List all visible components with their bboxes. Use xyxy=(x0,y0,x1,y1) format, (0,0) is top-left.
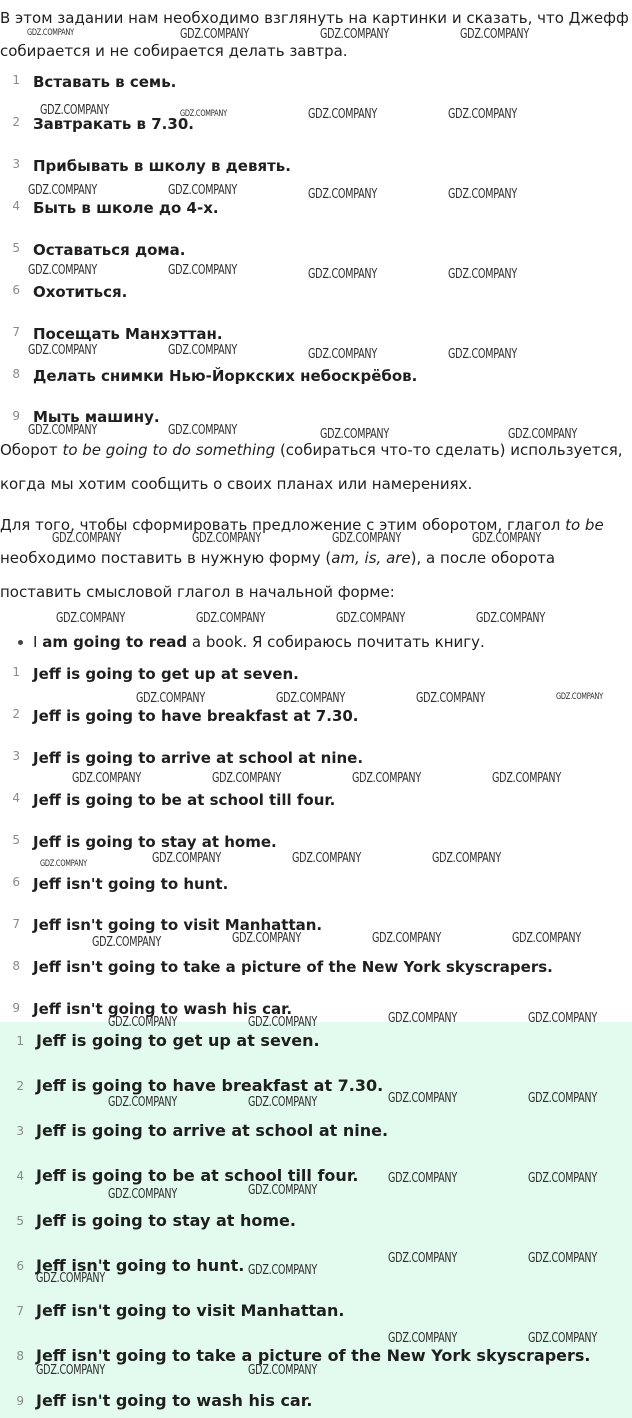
en-item-number: 2 xyxy=(12,707,20,721)
ru-item-number: 4 xyxy=(12,199,20,213)
answer-item-number: 2 xyxy=(16,1079,24,1093)
en-item: Jeff isn't going to hunt. xyxy=(33,875,229,893)
watermark: GDZ.COMPANY xyxy=(336,611,405,626)
theory-paragraph-1 xyxy=(0,440,623,460)
en-item: Jeff is going to have breakfast at 7.30. xyxy=(33,707,359,725)
watermark: GDZ.COMPANY xyxy=(40,103,109,118)
watermark: GDZ.COMPANY xyxy=(28,423,97,438)
watermark: GDZ.COMPANY xyxy=(108,1095,177,1110)
ru-item-number: 8 xyxy=(12,367,20,381)
en-item: Jeff isn't going to wash his car. xyxy=(33,1000,293,1018)
watermark: GDZ.COMPANY xyxy=(136,691,205,706)
watermark: GDZ.COMPANY xyxy=(320,427,389,442)
watermark: GDZ.COMPANY xyxy=(332,531,401,546)
answer-item: Jeff is going to get up at seven. xyxy=(36,1031,320,1050)
watermark: GDZ.COMPANY xyxy=(508,427,577,442)
watermark: GDZ.COMPANY xyxy=(388,1251,457,1266)
ru-item-number: 9 xyxy=(12,409,20,423)
ru-item: Прибывать в школу в девять. xyxy=(33,157,291,175)
watermark: GDZ.COMPANY xyxy=(152,851,221,866)
watermark: GDZ.COMPANY xyxy=(308,267,377,282)
ru-item: Оставаться дома. xyxy=(33,241,186,259)
en-item: Jeff is going to get up at seven. xyxy=(33,665,299,683)
theory-text: ), а после оборота xyxy=(410,549,556,567)
watermark: GDZ.COMPANY xyxy=(72,771,141,786)
watermark: GDZ.COMPANY xyxy=(352,771,421,786)
ru-item-number: 2 xyxy=(12,115,20,129)
answer-item: Jeff isn't going to take a picture of the New York skyscrapers. xyxy=(36,1346,591,1365)
watermark: GDZ.COMPANY xyxy=(388,1331,457,1346)
watermark: GDZ.COMPANY xyxy=(448,187,517,202)
en-item-number: 5 xyxy=(12,833,20,847)
en-item: Jeff is going to stay at home. xyxy=(33,833,277,851)
watermark: GDZ.COMPANY xyxy=(92,935,161,950)
answer-item: Jeff is going to arrive at school at nine. xyxy=(36,1121,389,1140)
watermark: GDZ.COMPANY xyxy=(27,28,74,38)
watermark: GDZ.COMPANY xyxy=(416,691,485,706)
watermark: GDZ.COMPANY xyxy=(180,27,249,42)
ru-item: Вставать в семь. xyxy=(33,73,177,91)
en-item-number: 6 xyxy=(12,875,20,889)
answer-item: Jeff isn't going to visit Manhattan. xyxy=(36,1301,345,1320)
ru-item: Быть в школе до 4-х. xyxy=(33,199,219,217)
watermark: GDZ.COMPANY xyxy=(460,27,529,42)
intro-line-1: В этом задании нам необходимо взглянуть на картинки и сказать, что Джефф xyxy=(0,9,629,27)
bullet-dot xyxy=(18,640,23,645)
watermark: GDZ.COMPANY xyxy=(196,611,265,626)
answer-item: Jeff is going to stay at home. xyxy=(36,1211,296,1230)
ru-item-number: 5 xyxy=(12,241,20,255)
theory-text: Оборот xyxy=(0,441,63,459)
watermark: GDZ.COMPANY xyxy=(108,1015,177,1030)
watermark: GDZ.COMPANY xyxy=(28,343,97,358)
answer-item-number: 8 xyxy=(16,1349,24,1363)
en-item: Jeff is going to be at school till four. xyxy=(33,791,336,809)
theory-paragraph-1-line-2: когда мы хотим сообщить о своих планах или намерениях. xyxy=(0,475,473,493)
watermark: GDZ.COMPANY xyxy=(388,1091,457,1106)
en-item-number: 4 xyxy=(12,791,20,805)
watermark: GDZ.COMPANY xyxy=(448,107,517,122)
watermark: GDZ.COMPANY xyxy=(168,263,237,278)
watermark: GDZ.COMPANY xyxy=(40,859,87,869)
en-item: Jeff isn't going to visit Manhattan. xyxy=(33,916,323,934)
watermark: GDZ.COMPANY xyxy=(248,1263,317,1278)
intro-line-2: собирается и не собирается делать завтра. xyxy=(0,42,348,60)
watermark: GDZ.COMPANY xyxy=(476,611,545,626)
watermark: GDZ.COMPANY xyxy=(180,109,227,119)
example-sentence xyxy=(33,632,485,652)
example-text: a book. Я собираюсь почитать книгу. xyxy=(187,633,485,651)
watermark: GDZ.COMPANY xyxy=(512,931,581,946)
en-item: Jeff isn't going to take a picture of the New York skyscrapers. xyxy=(33,958,553,976)
watermark: GDZ.COMPANY xyxy=(472,531,541,546)
example-text: I xyxy=(33,633,43,651)
watermark: GDZ.COMPANY xyxy=(292,851,361,866)
watermark: GDZ.COMPANY xyxy=(528,1011,597,1026)
watermark: GDZ.COMPANY xyxy=(308,347,377,362)
ru-item-number: 3 xyxy=(12,157,20,171)
watermark: GDZ.COMPANY xyxy=(388,1011,457,1026)
theory-paragraph-2-line-3: поставить смысловой глагол в начальной форме: xyxy=(0,583,395,601)
watermark: GDZ.COMPANY xyxy=(232,931,301,946)
answer-item: Jeff isn't going to wash his car. xyxy=(36,1391,313,1410)
en-item-number: 7 xyxy=(12,917,20,931)
watermark: GDZ.COMPANY xyxy=(492,771,561,786)
theory-text: Для того, чтобы сформировать предложение с этим оборотом, глагол xyxy=(0,516,566,534)
theory-emphasis: to be xyxy=(565,516,604,534)
watermark: GDZ.COMPANY xyxy=(168,423,237,438)
answer-item: Jeff isn't going to hunt. xyxy=(36,1256,245,1275)
ru-item: Завтракать в 7.30. xyxy=(33,115,194,133)
en-item-number: 1 xyxy=(12,665,20,679)
watermark: GDZ.COMPANY xyxy=(372,931,441,946)
en-item-number: 3 xyxy=(12,749,20,763)
answer-item-number: 6 xyxy=(16,1259,24,1273)
theory-emphasis: to be going to do something xyxy=(62,441,276,459)
watermark: GDZ.COMPANY xyxy=(528,1171,597,1186)
watermark: GDZ.COMPANY xyxy=(212,771,281,786)
watermark: GDZ.COMPANY xyxy=(248,1363,317,1378)
watermark: GDZ.COMPANY xyxy=(320,27,389,42)
watermark: GDZ.COMPANY xyxy=(56,611,125,626)
answer-item-number: 1 xyxy=(16,1034,24,1048)
watermark: GDZ.COMPANY xyxy=(432,851,501,866)
theory-paragraph-2-line-2 xyxy=(0,548,555,568)
watermark: GDZ.COMPANY xyxy=(108,1187,177,1202)
watermark: GDZ.COMPANY xyxy=(448,347,517,362)
theory-text: (собираться что-то сделать) используется, xyxy=(275,441,623,459)
watermark: GDZ.COMPANY xyxy=(28,183,97,198)
watermark: GDZ.COMPANY xyxy=(556,692,603,702)
watermark: GDZ.COMPANY xyxy=(248,1095,317,1110)
theory-text: необходимо поставить в нужную форму ( xyxy=(0,549,332,567)
ru-item-number: 6 xyxy=(12,283,20,297)
answer-item: Jeff is going to have breakfast at 7.30. xyxy=(36,1076,384,1095)
ru-item: Охотиться. xyxy=(33,283,128,301)
ru-item: Делать снимки Нью-Йоркских небоскрёбов. xyxy=(33,367,418,385)
answer-item-number: 5 xyxy=(16,1214,24,1228)
watermark: GDZ.COMPANY xyxy=(528,1331,597,1346)
watermark: GDZ.COMPANY xyxy=(248,1015,317,1030)
en-item-number: 9 xyxy=(12,1001,20,1015)
watermark: GDZ.COMPANY xyxy=(448,267,517,282)
watermark: GDZ.COMPANY xyxy=(388,1171,457,1186)
watermark: GDZ.COMPANY xyxy=(276,691,345,706)
watermark: GDZ.COMPANY xyxy=(52,531,121,546)
watermark: GDZ.COMPANY xyxy=(308,187,377,202)
answer-item-number: 4 xyxy=(16,1169,24,1183)
answer-item-number: 7 xyxy=(16,1304,24,1318)
watermark: GDZ.COMPANY xyxy=(192,531,261,546)
answer-item-number: 3 xyxy=(16,1124,24,1138)
watermark: GDZ.COMPANY xyxy=(28,263,97,278)
ru-item: Мыть машину. xyxy=(33,408,160,426)
en-item-number: 8 xyxy=(12,959,20,973)
example-bold: am going to read xyxy=(42,633,188,651)
en-item: Jeff is going to arrive at school at nine. xyxy=(33,749,364,767)
watermark: GDZ.COMPANY xyxy=(36,1363,105,1378)
watermark: GDZ.COMPANY xyxy=(308,107,377,122)
watermark: GDZ.COMPANY xyxy=(248,1183,317,1198)
watermark: GDZ.COMPANY xyxy=(528,1091,597,1106)
answer-item-number: 9 xyxy=(16,1394,24,1408)
ru-item: Посещать Манхэттан. xyxy=(33,325,223,343)
watermark: GDZ.COMPANY xyxy=(528,1251,597,1266)
ru-item-number: 7 xyxy=(12,325,20,339)
watermark: GDZ.COMPANY xyxy=(36,1271,105,1286)
theory-emphasis: am, is, are xyxy=(331,549,411,567)
answer-item: Jeff is going to be at school till four. xyxy=(36,1166,359,1185)
watermark: GDZ.COMPANY xyxy=(168,343,237,358)
ru-item-number: 1 xyxy=(12,73,20,87)
watermark: GDZ.COMPANY xyxy=(168,183,237,198)
